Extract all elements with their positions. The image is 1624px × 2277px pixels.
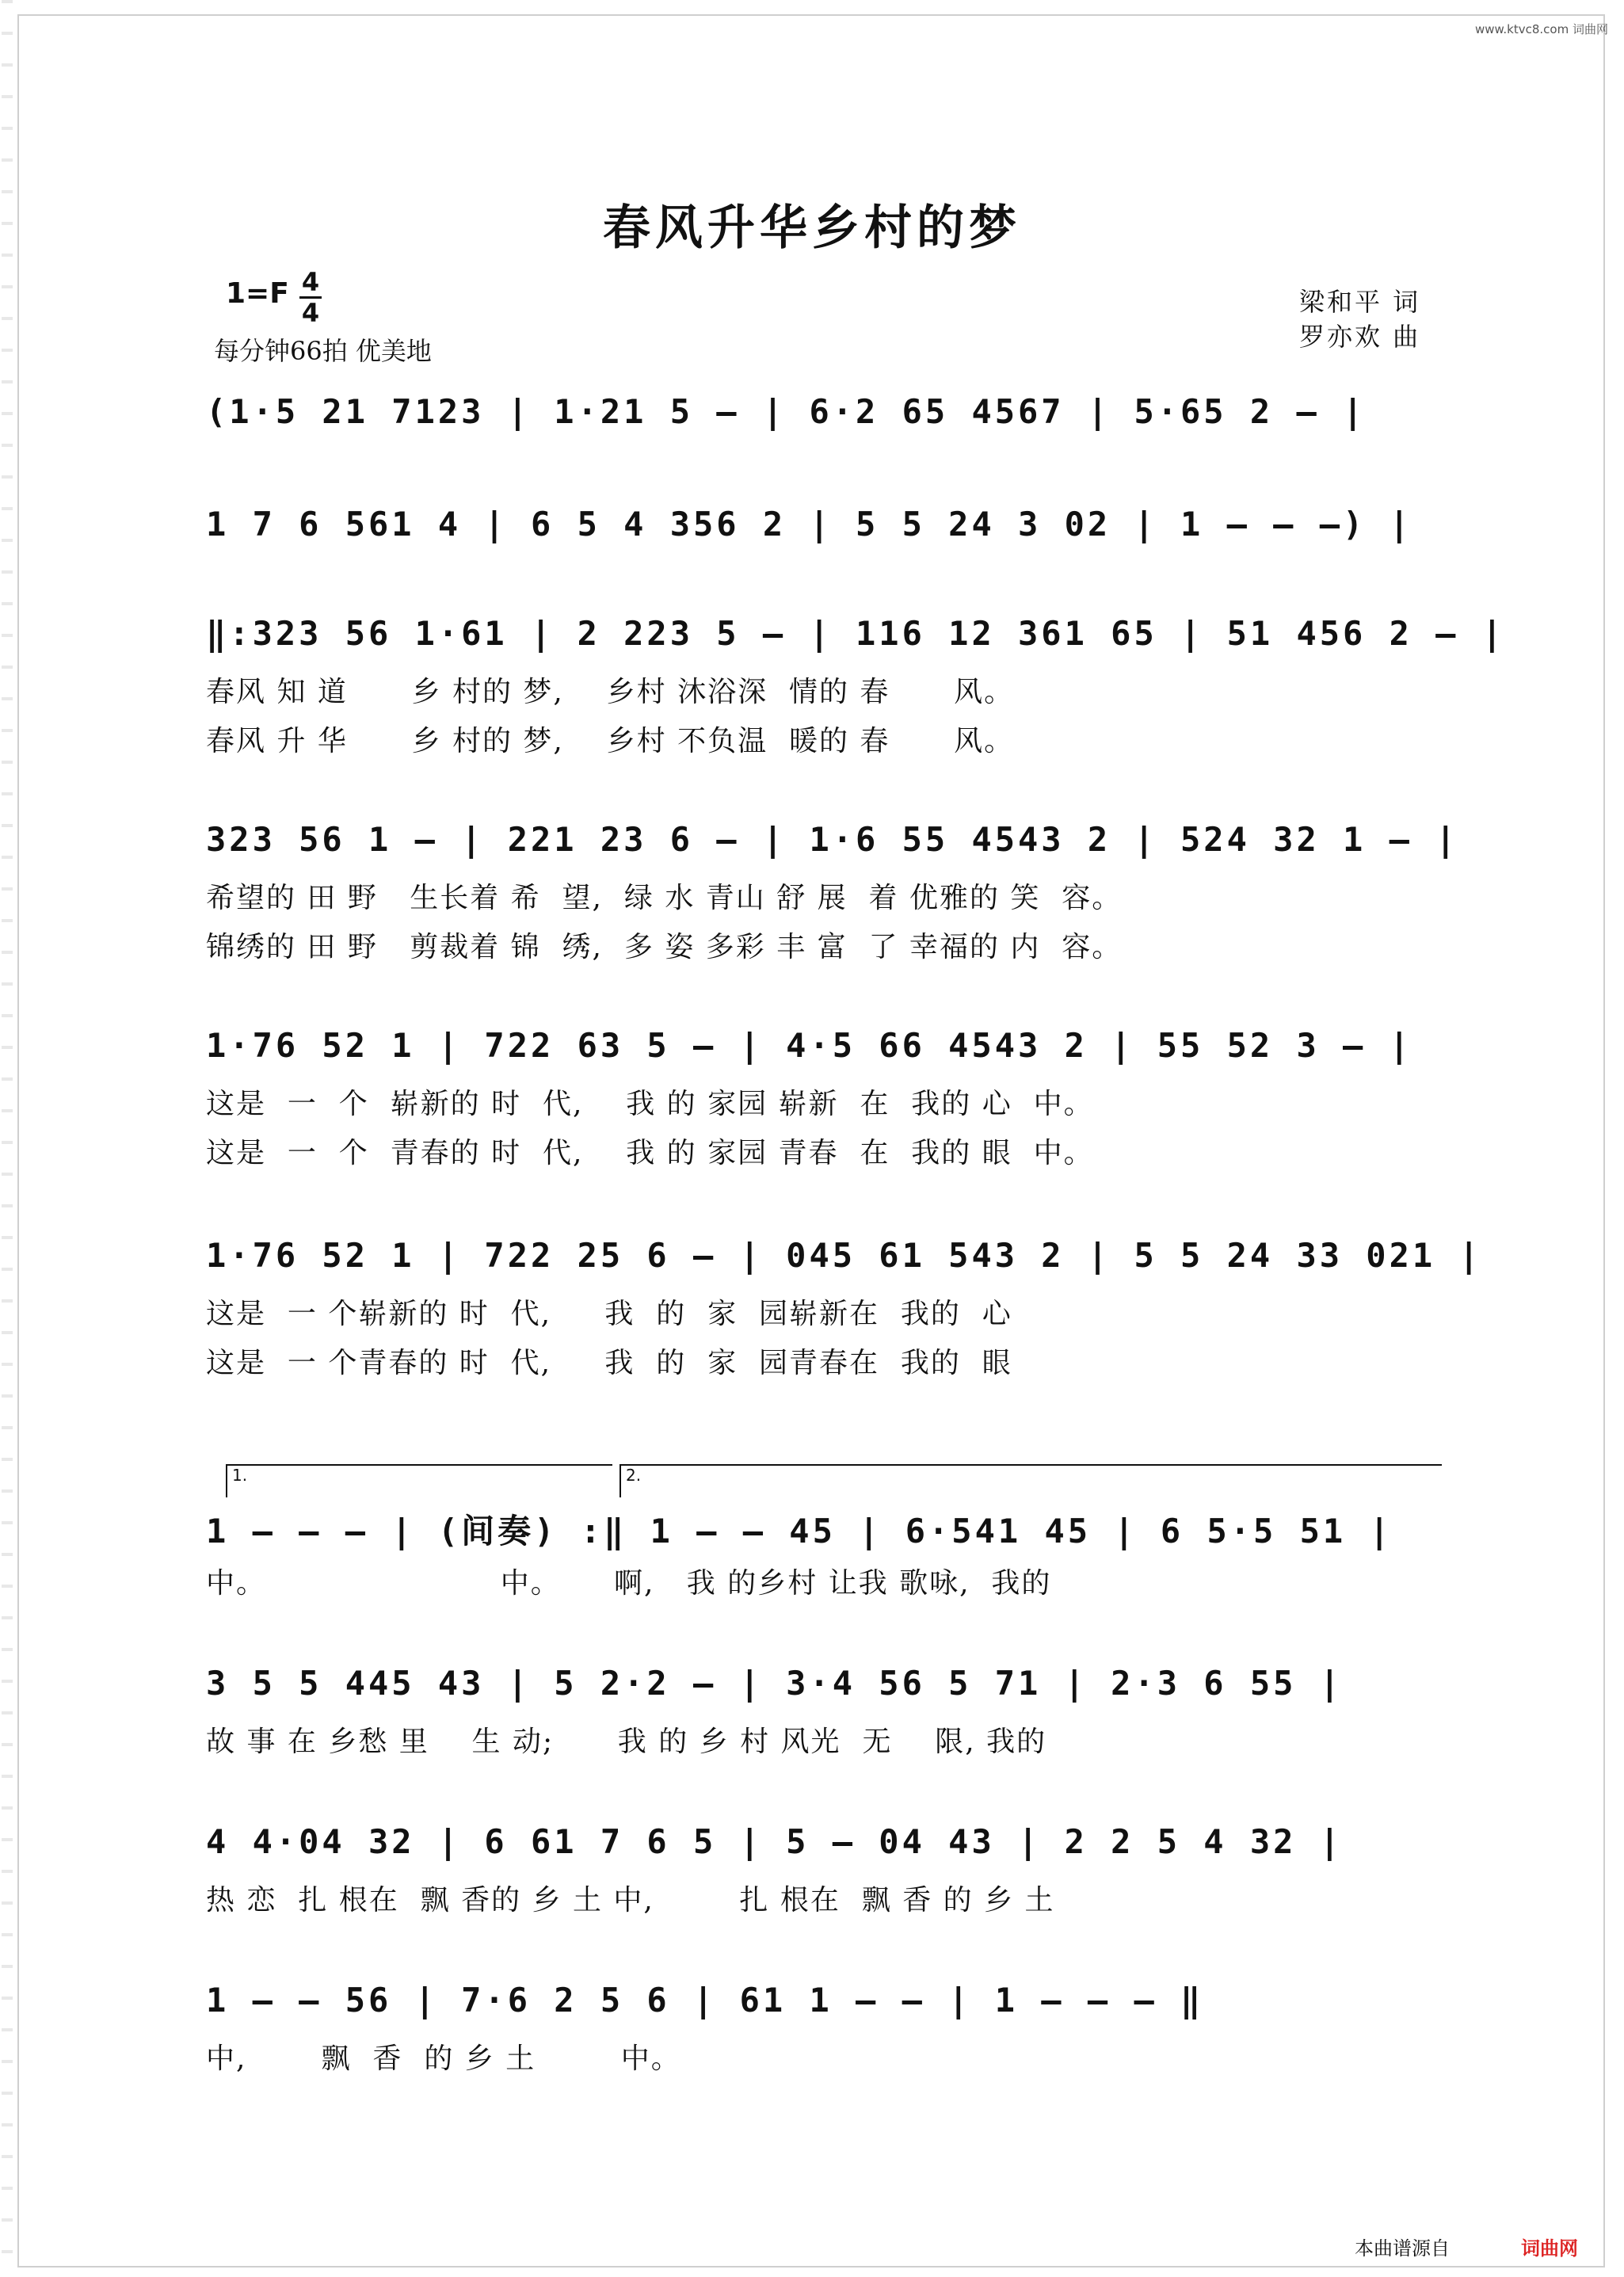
notation-line: 4 4·04 32 | 6 61 7 6 5 | 5 — 04 43 | 2 2 5 4 32 | <box>206 1822 1344 1861</box>
notation-line: (1·5 21 7123 | 1·21 5 — | 6·2 65 4567 | 5·65 2 — | <box>206 392 1367 431</box>
meter-bottom: 4 <box>301 298 320 328</box>
second-ending-label: 2. <box>626 1466 642 1485</box>
meter-top: 4 <box>301 267 320 297</box>
left-decorative-strip <box>2 0 13 2277</box>
score-system-3 <box>206 614 1506 768</box>
lyrics-verse-2: 锦绣的 田 野 剪裁着 锦 绣, 多 姿 多彩 丰 富 了 幸福的 内 容。 <box>206 931 1123 963</box>
score-system-6 <box>206 1236 1482 1390</box>
tempo-marking: 每分钟66拍 优美地 <box>214 336 432 366</box>
notation-line: 1·76 52 1 | 722 63 5 — | 4·5 66 4543 2 | 55 52 3 — | <box>206 1026 1412 1065</box>
notation-line: 323 56 1 — | 221 23 6 — | 1·6 55 4543 2 | 524 32 1 — | <box>206 820 1459 859</box>
notation-line: 1 7 6 561 4 | 6 5 4 356 2 | 5 5 24 3 02 | 1 — — —) | <box>206 505 1412 544</box>
composer-credit: 罗亦欢 曲 <box>1299 322 1421 352</box>
score-system-8 <box>206 1664 1442 1768</box>
first-ending-label: 1. <box>232 1466 248 1485</box>
lyrics-verse-1: 热 恋 扎 根在 飘 香的 乡 土 中, 扎 根在 飘 香 的 乡 土 <box>206 1884 1055 1917</box>
lyrics-verse-1: 故 事 在 乡愁 里 生 动; 我 的 乡 村 风光 无 限, 我的 <box>206 1726 1047 1758</box>
footer-source-note: 本曲谱源自 <box>1355 2237 1450 2260</box>
lyrics-verse-2: 春风 升 华 乡 村的 梦, 乡村 不负温 暖的 春 风。 <box>206 725 1015 757</box>
lyrics-verse-2: 这是 一 个 青春的 时 代, 我 的 家园 青春 在 我的 眼 中。 <box>206 1137 1094 1169</box>
song-title: 春风升华乡村的梦 <box>603 200 1021 256</box>
lyrics-verse-1: 中, 飘 香 的 乡 土 中。 <box>206 2042 681 2075</box>
notation-line: ‖:323 56 1·61 | 2 223 5 — | 116 12 361 65 | 51 456 2 — | <box>206 614 1506 653</box>
lyrics-verse-1: 春风 知 道 乡 村的 梦, 乡村 沐浴深 情的 春 风。 <box>206 676 1015 708</box>
lyrics-verse-1: 这是 一 个 崭新的 时 代, 我 的 家园 崭新 在 我的 心 中。 <box>206 1088 1094 1120</box>
time-signature <box>299 268 322 327</box>
notation-line: 3 5 5 445 43 | 5 2·2 — | 3·4 56 5 71 | 2·3 6 55 | <box>206 1664 1344 1703</box>
lyricist-credit: 梁和平 词 <box>1299 287 1421 317</box>
footer-brand-link[interactable]: 词曲网 <box>1521 2237 1578 2260</box>
score-system-4 <box>206 820 1459 974</box>
site-watermark: www.ktvc8.com 词曲网 <box>1474 22 1608 36</box>
second-ending-bracket <box>619 1464 1442 1497</box>
score-system-9 <box>206 1822 1442 1927</box>
notation-line: 1·76 52 1 | 722 25 6 — | 045 61 543 2 | 5 5 24 33 021 | <box>206 1236 1482 1275</box>
score-system-1 <box>206 392 1442 448</box>
score-system-10 <box>206 1981 1442 2085</box>
notation-line: 1 — — 56 | 7·6 2 5 6 | 61 1 — — | 1 — — — ‖ <box>206 1981 1204 2020</box>
lyrics-verse-1: 中。 中。 啊, 我 的乡村 让我 歌咏, 我的 <box>206 1567 1052 1600</box>
notation-line: 1 — — — | (间奏) :‖ 1 — — 45 | 6·541 45 | 6 5·5 51 | <box>206 1512 1393 1550</box>
lyrics-verse-1: 这是 一 个崭新的 时 代, 我 的 家 园崭新在 我的 心 <box>206 1298 1012 1330</box>
lyrics-verse-2: 这是 一 个青春的 时 代, 我 的 家 园青春在 我的 眼 <box>206 1347 1012 1379</box>
lyrics-verse-1: 希望的 田 野 生长着 希 望, 绿 水 青山 舒 展 着 优雅的 笑 容。 <box>206 882 1123 914</box>
score-system-7 <box>206 1505 1442 1610</box>
key-signature: 1=F <box>226 277 289 310</box>
score-system-5 <box>206 1026 1442 1180</box>
first-ending-bracket <box>226 1464 612 1497</box>
score-system-2 <box>206 505 1442 560</box>
